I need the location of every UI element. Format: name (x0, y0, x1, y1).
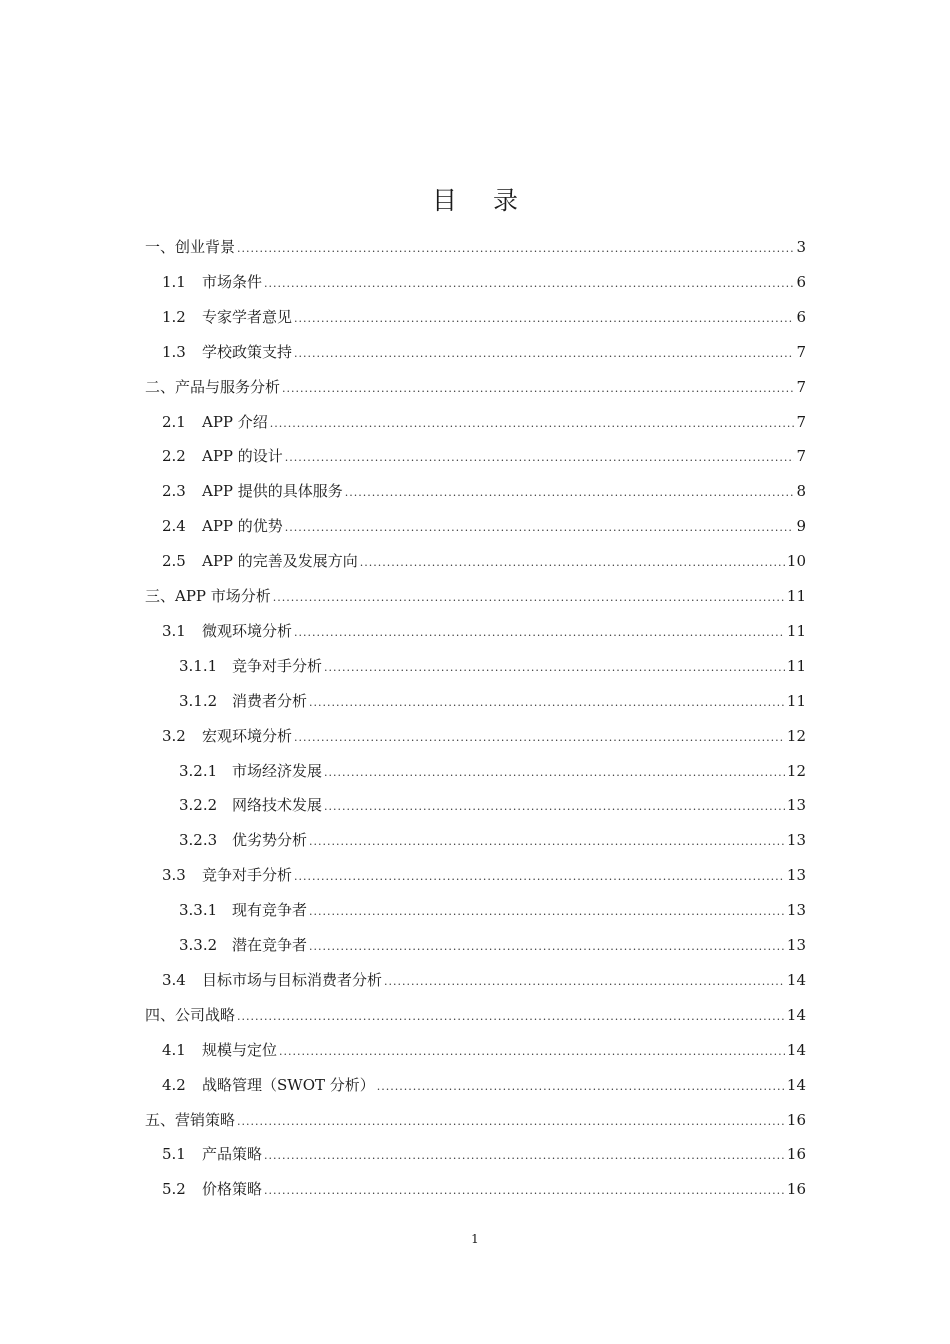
toc-entry[interactable] (145, 579, 806, 613)
toc-entry-number: 3.2 (162, 727, 186, 745)
toc-entry-page: 13 (786, 796, 806, 814)
toc-dot-leader (309, 686, 785, 720)
toc-entry-title: 一、创业背景 (145, 238, 236, 256)
toc-entry-title: 价格策略 (202, 1180, 263, 1198)
toc-entry[interactable] (162, 963, 806, 997)
toc-entry-page: 13 (786, 901, 806, 919)
toc-entry-number: 4.1 (162, 1041, 186, 1059)
toc-entry[interactable] (145, 370, 806, 404)
toc-entry-title: 消费者分析 (232, 692, 308, 710)
toc-entry-page: 12 (786, 727, 806, 745)
toc-entry[interactable] (162, 858, 806, 892)
toc-entry-title: 规模与定位 (202, 1041, 278, 1059)
toc-dot-leader (377, 1070, 785, 1104)
toc-entry-page: 11 (786, 657, 806, 675)
toc-entry-page: 8 (796, 482, 806, 500)
toc-entry[interactable] (162, 1137, 806, 1171)
toc-entry-page: 14 (786, 1006, 806, 1024)
toc-dot-leader (324, 790, 785, 824)
toc-entry-title: 现有竞争者 (232, 901, 308, 919)
toc-entry-page: 10 (786, 552, 806, 570)
toc-dot-leader (237, 232, 794, 266)
toc-entry[interactable] (162, 335, 806, 369)
toc-entry-page: 11 (786, 622, 806, 640)
toc-entry[interactable] (162, 1068, 806, 1102)
toc-entry-page: 13 (786, 831, 806, 849)
toc-entry-title: 产品策略 (202, 1145, 263, 1163)
toc-entry-page: 9 (796, 517, 806, 535)
toc-entry[interactable] (145, 998, 806, 1032)
toc-entry-number: 3.3.1 (179, 901, 218, 919)
toc-entry-title: 三、APP 市场分析 (145, 587, 271, 605)
toc-dot-leader (309, 930, 785, 964)
toc-entry-title: 优劣势分析 (232, 831, 308, 849)
toc-entry[interactable] (162, 509, 806, 543)
toc-entry-page: 3 (796, 238, 806, 256)
toc-entry[interactable] (162, 300, 806, 334)
toc-entry-number: 3.3.2 (179, 936, 218, 954)
toc-dot-leader (237, 1105, 785, 1139)
toc-dot-leader (270, 407, 795, 441)
toc-entry-title: 网络技术发展 (232, 796, 323, 814)
toc-entry[interactable] (162, 544, 806, 578)
toc-entry-number: 3.3 (162, 866, 186, 884)
toc-dot-leader (294, 616, 785, 650)
toc-entry[interactable] (162, 719, 806, 753)
toc-entry-number: 2.3 (162, 482, 186, 500)
toc-entry[interactable] (145, 1103, 806, 1137)
toc-entry[interactable] (179, 788, 806, 822)
toc-dot-leader (273, 581, 785, 615)
toc-entry-number: 3.1 (162, 622, 186, 640)
page-number: 1 (471, 1232, 479, 1246)
toc-entry-number: 3.2.3 (179, 831, 218, 849)
toc-dot-leader (279, 1035, 785, 1069)
toc-dot-leader (309, 825, 785, 859)
toc-entry-number: 2.2 (162, 447, 186, 465)
toc-entry-title: APP 提供的具体服务 (202, 482, 343, 500)
toc-dot-leader (237, 1000, 785, 1034)
toc-entry-number: 1.1 (162, 273, 186, 291)
toc-dot-leader (294, 860, 785, 894)
toc-entry[interactable] (179, 893, 806, 927)
toc-entry[interactable] (179, 823, 806, 857)
toc-dot-leader (360, 546, 785, 580)
toc-entry-number: 2.5 (162, 552, 186, 570)
toc-entry-number: 5.1 (162, 1145, 186, 1163)
toc-entry-title: 市场条件 (202, 273, 263, 291)
toc-dot-leader (294, 721, 785, 755)
toc-entry[interactable] (162, 614, 806, 648)
toc-entry-title: 四、公司战略 (145, 1006, 236, 1024)
toc-entry-number: 4.2 (162, 1076, 186, 1094)
toc-entry-page: 7 (796, 343, 806, 361)
toc-entry[interactable] (162, 474, 806, 508)
toc-entry-number: 3.2.2 (179, 796, 218, 814)
toc-entry-page: 16 (786, 1145, 806, 1163)
toc-dot-leader (324, 651, 785, 685)
toc-dot-leader (264, 267, 794, 301)
toc-dot-leader (285, 441, 795, 475)
toc-entry-title: 学校政策支持 (202, 343, 293, 361)
toc-entry-page: 14 (786, 971, 806, 989)
toc-dot-leader (294, 302, 794, 336)
toc-entry-title: 竞争对手分析 (232, 657, 323, 675)
toc-entry-title: 目标市场与目标消费者分析 (202, 971, 383, 989)
toc-entry-title: 宏观环境分析 (202, 727, 293, 745)
page-title: 目 录 (432, 186, 532, 215)
toc-entry-title: 战略管理（SWOT 分析） (202, 1076, 375, 1094)
toc-entry-title: 微观环境分析 (202, 622, 293, 640)
toc-entry-title: APP 介绍 (202, 413, 268, 431)
toc-entry-number: 3.1.2 (179, 692, 218, 710)
toc-entry[interactable] (179, 928, 806, 962)
toc-entry[interactable] (179, 754, 806, 788)
toc-dot-leader (285, 511, 795, 545)
toc-entry-title: APP 的优势 (202, 517, 283, 535)
toc-entry-page: 14 (786, 1041, 806, 1059)
toc-entry-number: 3.1.1 (179, 657, 218, 675)
toc-entry-title: APP 的完善及发展方向 (202, 552, 358, 570)
toc-dot-leader (294, 337, 794, 371)
toc-entry-page: 6 (796, 308, 806, 326)
toc-dot-leader (264, 1174, 785, 1208)
toc-entry-number: 3.4 (162, 971, 186, 989)
toc-entry-number: 1.3 (162, 343, 186, 361)
toc-entry-number: 3.2.1 (179, 762, 218, 780)
toc-entry-number: 2.1 (162, 413, 186, 431)
toc-entry-title: 五、营销策略 (145, 1111, 236, 1129)
toc-entry-title: 市场经济发展 (232, 762, 323, 780)
toc-dot-leader (264, 1139, 785, 1173)
toc-entry-number: 2.4 (162, 517, 186, 535)
toc-entry-number: 1.2 (162, 308, 186, 326)
toc-entry-title: 二、产品与服务分析 (145, 378, 281, 396)
toc-dot-leader (324, 756, 785, 790)
toc-entry-title: 专家学者意见 (202, 308, 293, 326)
toc-entry[interactable] (162, 405, 806, 439)
toc-entry-title: APP 的设计 (202, 447, 283, 465)
toc-dot-leader (309, 895, 785, 929)
toc-entry-page: 6 (796, 273, 806, 291)
toc-entry-page: 12 (786, 762, 806, 780)
toc-entry[interactable] (179, 684, 806, 718)
toc-entry-page: 13 (786, 866, 806, 884)
toc-entry-title: 竞争对手分析 (202, 866, 293, 884)
toc-entry[interactable] (162, 439, 806, 473)
toc-entry[interactable] (162, 265, 806, 299)
toc-entry-title: 潜在竞争者 (232, 936, 308, 954)
toc-entry-page: 13 (786, 936, 806, 954)
toc-dot-leader (282, 372, 794, 406)
toc-entry-page: 11 (786, 587, 806, 605)
toc-entry[interactable] (162, 1033, 806, 1067)
toc-entry-page: 11 (786, 692, 806, 710)
toc-entry-page: 7 (796, 413, 806, 431)
toc-dot-leader (384, 965, 785, 999)
toc-entry-page: 16 (786, 1180, 806, 1198)
toc-entry-page: 7 (796, 447, 806, 465)
toc-entry[interactable] (162, 1172, 806, 1206)
toc-entry[interactable] (179, 649, 806, 683)
toc-entry-number: 5.2 (162, 1180, 186, 1198)
toc-dot-leader (345, 476, 795, 510)
toc-entry-page: 16 (786, 1111, 806, 1129)
toc-entry-page: 14 (786, 1076, 806, 1094)
toc-entry[interactable] (145, 230, 806, 264)
toc-entry-page: 7 (796, 378, 806, 396)
